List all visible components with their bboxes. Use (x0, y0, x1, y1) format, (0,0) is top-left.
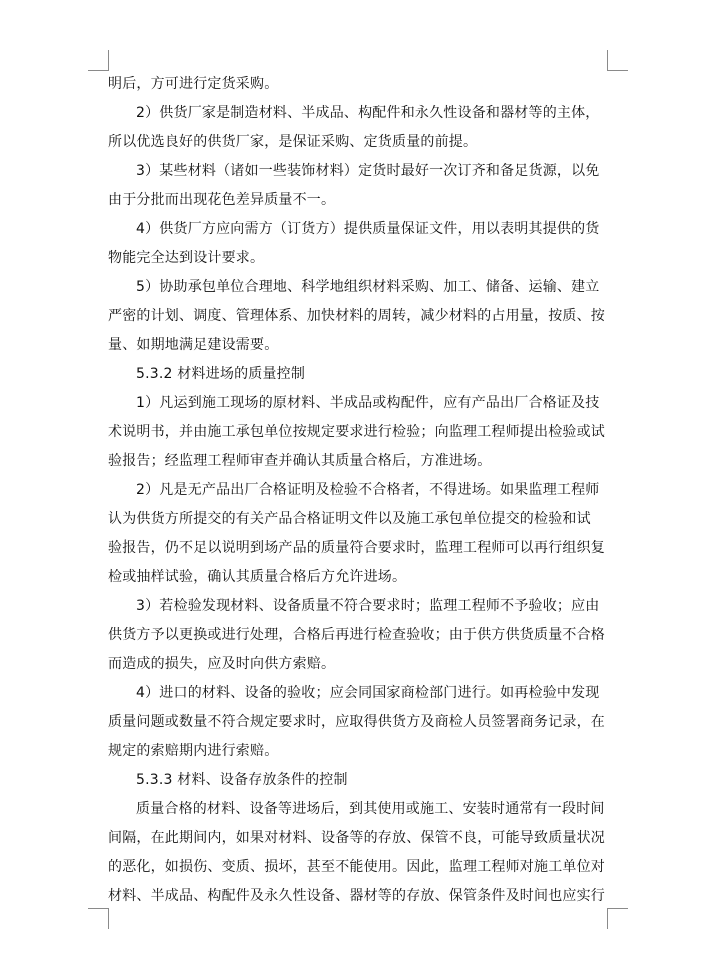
text-line: 供货方予以更换或进行处理，合格后再进行检查验收；由于供方供货质量不合格 (108, 627, 605, 643)
text-line: 术说明书，并由施工承包单位按规定要求进行检验；向监理工程师提出检验或试 (108, 424, 605, 440)
text-line: 严密的计划、调度、管理体系、加快材料的周转，减少材料的占用量，按质、按 (108, 308, 605, 324)
text-line: 2）凡是无产品出厂合格证明及检验不合格者，不得进场。如果监理工程师 (136, 482, 600, 498)
text-line: 质量问题或数量不符合规定要求时，应取得供货方及商检人员签署商务记录，在 (108, 714, 605, 730)
text-line: 2）供货厂家是制造材料、半成品、构配件和永久性设备和器材等的主体， (136, 105, 600, 121)
text-line: 规定的索赔期内进行索赔。 (108, 743, 279, 759)
text-line: 物能完全达到设计要求。 (108, 250, 265, 266)
text-line: 3）若检验发现材料、设备质量不符合要求时；监理工程师不予验收；应由 (136, 598, 600, 614)
section-heading: 5.3.3 材料、设备存放条件的控制 (136, 772, 348, 788)
text-line: 检或抽样试验，确认其质量合格后方允许进场。 (108, 569, 407, 585)
text-line: 所以优选良好的供货厂家，是保证采购、定货质量的前提。 (108, 134, 478, 150)
text-line: 材料、半成品、构配件及永久性设备、器材等的存放、保管条件及时间也应实行 (108, 888, 605, 904)
document-body (108, 70, 608, 911)
text-line: 明后，方可进行定货采购。 (108, 76, 279, 92)
text-line: 5）协助承包单位合理地、科学地组织材料采购、加工、储备、运输、建立 (136, 279, 600, 295)
text-line: 由于分批而出现花色差异质量不一。 (108, 192, 336, 208)
text-line: 验报告，仍不足以说明到场产品的质量符合要求时，监理工程师可以再行组织复 (108, 540, 605, 556)
text-line: 验报告；经监理工程师审查并确认其质量合格后，方准进场。 (108, 453, 492, 469)
text-line: 4）供货厂方应向需方（订货方）提供质量保证文件，用以表明其提供的货 (136, 221, 600, 237)
text-line: 3）某些材料（诸如一些装饰材料）定货时最好一次订齐和备足货源，以免 (136, 163, 600, 179)
text-line: 间隔，在此期间内，如果对材料、设备等的存放、保管不良，可能导致质量状况 (108, 830, 605, 846)
margin-mark-top-right (607, 50, 628, 71)
text-line: 1）凡运到施工现场的原材料、半成品或构配件，应有产品出厂合格证及技 (136, 395, 600, 411)
margin-mark-bottom-right (607, 908, 628, 929)
text-line: 认为供货方所提交的有关产品合格证明文件以及施工承包单位提交的检验和试 (108, 511, 591, 527)
text-line: 质量合格的材料、设备等进场后，到其使用或施工、安装时通常有一段时间 (136, 801, 605, 817)
text-line: 4）进口的材料、设备的验收；应会同国家商检部门进行。如再检验中发现 (136, 685, 600, 701)
text-line: 量、如期地满足建设需要。 (108, 337, 279, 353)
margin-mark-bottom-left (88, 908, 109, 929)
section-heading: 5.3.2 材料进场的质量控制 (136, 366, 306, 382)
text-line: 的恶化，如损伤、变质、损坏，甚至不能使用。因此，监理工程师对施工单位对 (108, 859, 605, 875)
margin-mark-top-left (88, 50, 109, 71)
text-line: 而造成的损失，应及时向供方索赔。 (108, 656, 336, 672)
